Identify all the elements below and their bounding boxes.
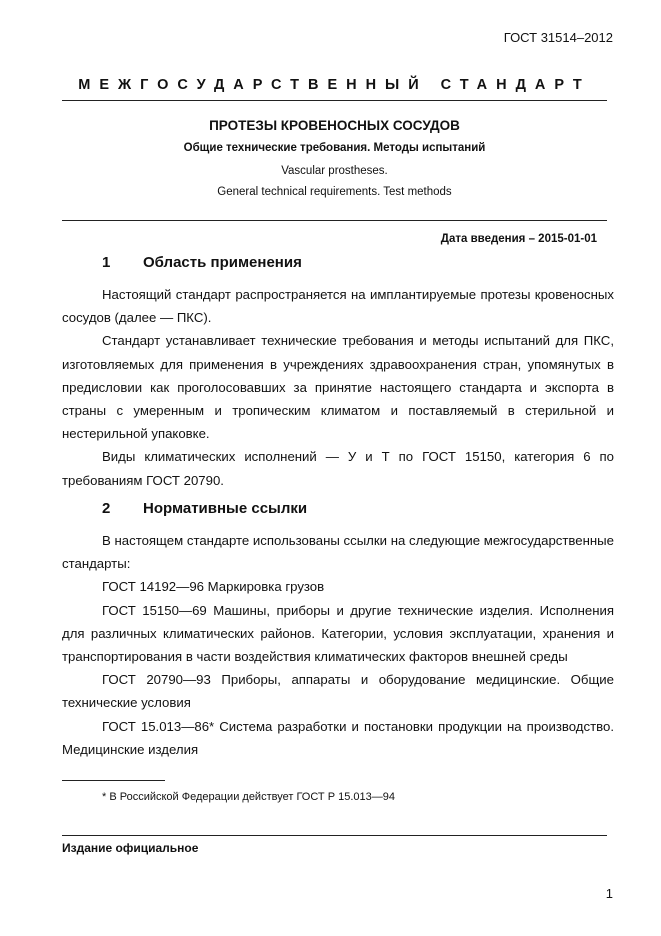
paragraph: Настоящий стандарт распространяется на имплантируемые протезы кровеносных сосудов (далее — ПКС). (62, 287, 614, 326)
edition-label: Издание официальное (62, 841, 199, 855)
page-number: 1 (605, 886, 613, 901)
footnote-divider (62, 780, 165, 781)
document-title: ПРОТЕЗЫ КРОВЕНОСНЫХ СОСУДОВ (209, 118, 460, 133)
reference-item: ГОСТ 20790—93 Приборы, аппараты и оборудование медицинские. Общие технические условия (62, 672, 614, 711)
header-divider (62, 100, 607, 101)
footer-divider (62, 835, 607, 836)
section-2-title: Нормативные ссылки (143, 500, 308, 517)
section-2-number: 2 (102, 500, 111, 517)
english-title-line1: Vascular prostheses. (281, 165, 388, 177)
section-2-body (62, 529, 614, 761)
standard-type-heading: МЕЖГОСУДАРСТВЕННЫЙ СТАНДАРТ (78, 77, 591, 93)
paragraph: Виды климатических исполнений — У и Т по ГОСТ 15150, категория 6 по требованиям ГОСТ 20790. (62, 449, 614, 488)
reference-item: ГОСТ 15.013—86* Система разработки и постановки продукции на производство. Медицинские изделия (62, 718, 614, 757)
paragraph: В настоящем стандарте использованы ссылки на следующие межгосударственные стандарты: (62, 533, 614, 572)
section-1-number: 1 (102, 254, 111, 271)
english-title-line2: General technical requirements. Test methods (217, 186, 452, 198)
section-1-body (62, 283, 614, 492)
footnote: * В Российской Федерации действует ГОСТ Р 15.013—94 (102, 791, 395, 803)
reference-item: ГОСТ 14192—96 Маркировка грузов (102, 579, 325, 595)
introduction-date: Дата введения – 2015-01-01 (440, 233, 597, 245)
section-1-title: Область применения (143, 254, 302, 271)
title-divider (62, 220, 607, 221)
document-code: ГОСТ 31514–2012 (503, 30, 613, 45)
reference-item: ГОСТ 15150—69 Машины, приборы и другие технические изделия. Исполнения для различных климатических районов. Категории, условия эксплуатации, хранения и транспортирования в части воздействия климатических факторов внешней среды (62, 602, 614, 665)
document-subtitle: Общие технические требования. Методы испытаний (183, 142, 486, 154)
paragraph: Стандарт устанавливает технические требования и методы испытаний для ПКС, изготовляемых для применения в учреждениях здравоохранения стран, упомянутых в предисловии как проголосовавших за принятие настоящего стандарта и экспорта в страны с умеренным и тропическим климатом и поставляемый в стерильной и нестерильной упаковке. (62, 333, 614, 442)
